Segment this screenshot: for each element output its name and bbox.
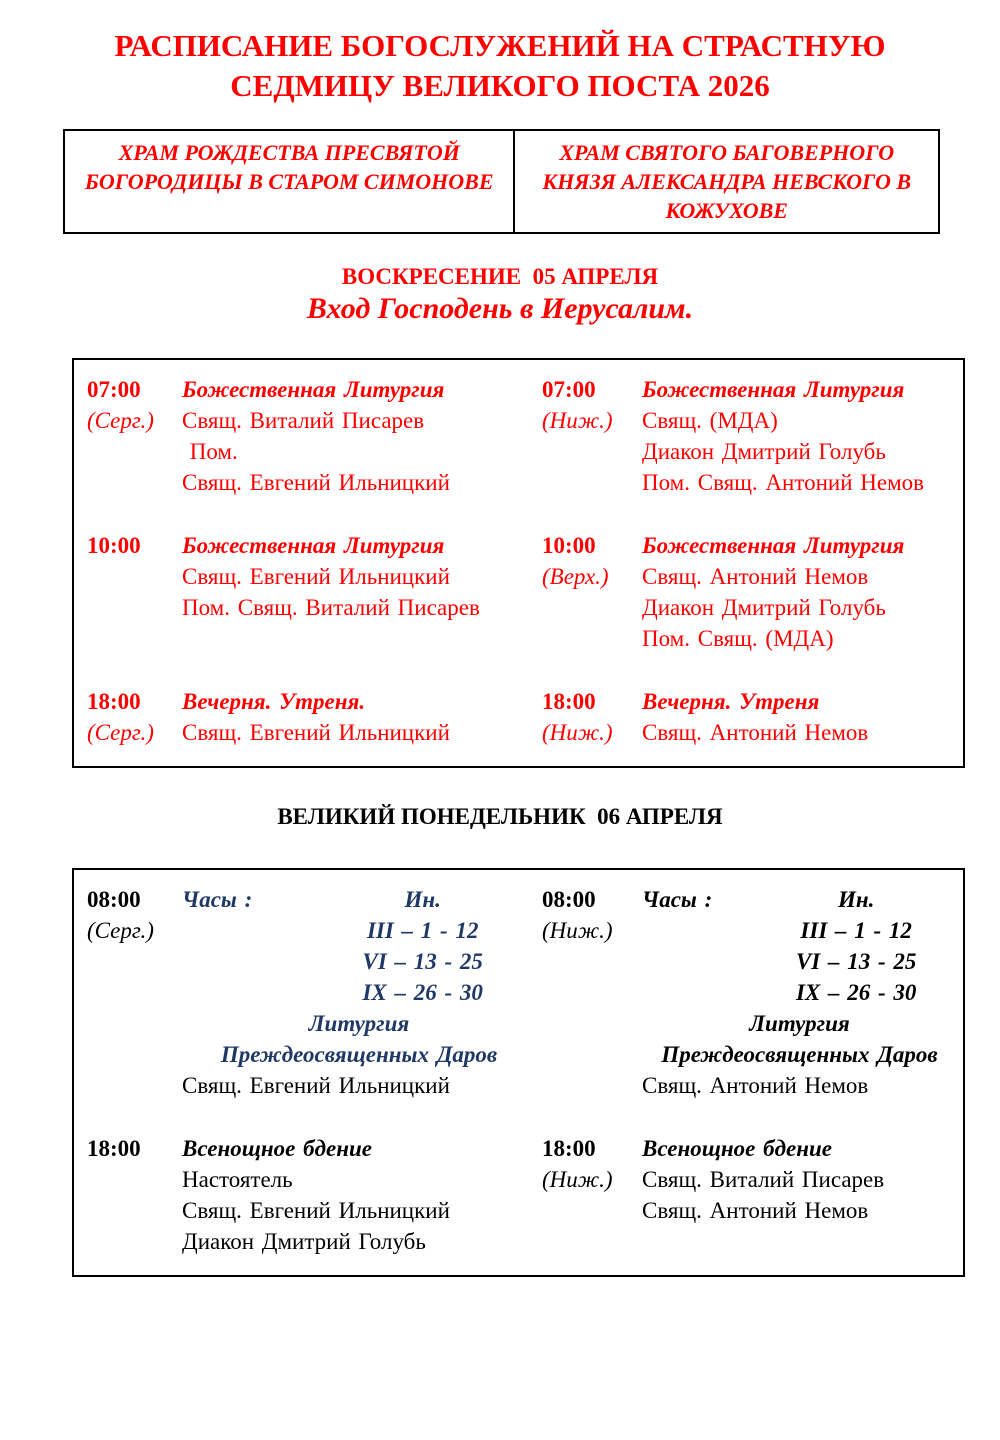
church-left-name: ХРАМ РОЖДЕСТВА ПРЕСВЯТОЙ БОГОРОДИЦЫ В СТАРОМ СИМОНОВЕ xyxy=(65,131,515,232)
service-line: VI – 13 - 25 xyxy=(362,948,483,974)
service-details xyxy=(642,374,963,498)
service-lines xyxy=(642,561,957,654)
service-title: Вечерня. Утреня xyxy=(642,688,820,714)
service-time: 10:00 xyxy=(87,532,141,558)
service-line: III – 1 - 12 xyxy=(800,917,912,943)
service-line: Преждеосвященных Даров xyxy=(661,1041,938,1067)
service-time: 07:00 xyxy=(87,376,141,402)
service-time: 18:00 xyxy=(542,1135,596,1161)
service-line: Свящ. Евгений Ильницкий xyxy=(182,719,450,745)
service-line: Свящ. Антоний Немов xyxy=(642,1072,869,1098)
service-details xyxy=(642,884,963,1101)
schedule-row-1800 xyxy=(87,686,963,748)
service-location: (Ниж.) xyxy=(542,1166,613,1192)
service-lines xyxy=(182,405,536,498)
service-location: (Ниж.) xyxy=(542,917,613,943)
schedule-row-1800-monday xyxy=(87,1133,963,1257)
service-line: Ин. xyxy=(837,886,875,912)
service-title: Всенощное бдение xyxy=(182,1135,372,1161)
service-details xyxy=(642,1133,963,1257)
service-line: Свящ. Евгений Ильницкий xyxy=(182,563,450,589)
service-details xyxy=(182,884,542,1101)
church-right-name: ХРАМ СВЯТОГО БАГОВЕРНОГО КНЯЗЯ АЛЕКСАНДРА НЕВСКОГО В КОЖУХОВЕ xyxy=(542,139,912,223)
service-time: 08:00 xyxy=(542,886,596,912)
service-lines xyxy=(642,1164,957,1226)
service-location: (Ниж.) xyxy=(542,719,613,745)
service-details xyxy=(642,686,963,748)
service-line: Диакон Дмитрий Голубь xyxy=(182,1228,426,1254)
service-time: 08:00 xyxy=(87,886,141,912)
service-lines xyxy=(182,561,536,623)
service-location: (Серг.) xyxy=(87,407,154,433)
service-line: Свящ. Евгений Ильницкий xyxy=(182,469,450,495)
time-cell xyxy=(87,1133,182,1257)
time-cell xyxy=(542,530,642,654)
time-cell xyxy=(87,374,182,498)
service-lines xyxy=(182,1164,536,1257)
service-line: Преждеосвященных Даров xyxy=(220,1041,498,1067)
schedule-row-1000 xyxy=(87,530,963,654)
service-line: VI – 13 - 25 xyxy=(795,948,917,974)
sunday-subheading: Вход Господень в Иерусалим. xyxy=(306,291,694,325)
service-line: Свящ. Виталий Писарев xyxy=(182,407,425,433)
time-cell xyxy=(542,884,642,1101)
schedule-document xyxy=(0,26,1000,1277)
schedule-row-0700 xyxy=(87,374,963,498)
service-details xyxy=(182,374,542,498)
service-details xyxy=(182,686,542,748)
service-details xyxy=(182,1133,542,1257)
service-title: Божественная Литургия xyxy=(642,376,905,402)
service-time: 18:00 xyxy=(542,688,596,714)
sunday-schedule-table xyxy=(72,358,965,768)
service-line: Литургия xyxy=(308,1010,410,1036)
service-location: (Серг.) xyxy=(87,917,154,943)
page-title xyxy=(50,26,950,107)
service-location: (Ниж.) xyxy=(542,407,613,433)
service-line: Пом. Свящ. (МДА) xyxy=(642,625,834,651)
liturgy-title xyxy=(642,1008,957,1070)
service-lines xyxy=(182,717,536,748)
service-location: (Серг.) xyxy=(87,719,154,745)
service-line: Ин. xyxy=(404,886,441,912)
service-title: Божественная Литургия xyxy=(182,376,445,402)
service-line: Диакон Дмитрий Голубь xyxy=(642,594,886,620)
monday-heading: ВЕЛИКИЙ ПОНЕДЕЛЬНИК 06 АПРЕЛЯ xyxy=(277,803,723,829)
service-title: Всенощное бдение xyxy=(642,1135,832,1161)
hours-label: Часы : xyxy=(642,886,713,912)
hours-readings xyxy=(317,884,529,1008)
service-lines xyxy=(642,717,957,748)
service-line: Свящ. Евгений Ильницкий xyxy=(182,1072,450,1098)
hours-label: Часы : xyxy=(182,886,253,912)
service-time: 18:00 xyxy=(87,1135,141,1161)
service-title: Божественная Литургия xyxy=(642,532,905,558)
service-lines xyxy=(642,405,957,498)
hours-readings xyxy=(762,884,951,1008)
service-title: Божественная Литургия xyxy=(182,532,445,558)
time-cell xyxy=(542,1133,642,1257)
service-line: Свящ. Виталий Писарев xyxy=(642,1166,885,1192)
service-title: Вечерня. Утреня. xyxy=(182,688,366,714)
service-details xyxy=(182,530,542,654)
service-line: Настоятель xyxy=(182,1166,293,1192)
service-line: III – 1 - 12 xyxy=(366,917,479,943)
service-details xyxy=(642,530,963,654)
page-title-line1: РАСПИСАНИЕ БОГОСЛУЖЕНИЙ НА СТРАСТНУЮ xyxy=(114,28,886,63)
time-cell xyxy=(542,374,642,498)
schedule-row-0800 xyxy=(87,884,963,1101)
time-cell xyxy=(542,686,642,748)
service-line: Диакон Дмитрий Голубь xyxy=(642,438,886,464)
service-line: Свящ. (МДА) xyxy=(642,407,778,433)
churches-table xyxy=(63,129,940,234)
service-line: IX – 26 - 30 xyxy=(362,979,483,1005)
monday-schedule-table xyxy=(72,868,965,1277)
time-cell xyxy=(87,686,182,748)
service-line: Пом. Свящ. Антоний Немов xyxy=(642,469,924,495)
service-line: Литургия xyxy=(749,1010,850,1036)
service-lines xyxy=(182,1070,536,1101)
service-line: Свящ. Антоний Немов xyxy=(642,563,869,589)
page-title-line2: СЕДМИЦУ ВЕЛИКОГО ПОСТА 2026 xyxy=(230,68,770,104)
service-line: IX – 26 - 30 xyxy=(795,979,917,1005)
service-line: Свящ. Евгений Ильницкий xyxy=(182,1197,450,1223)
service-time: 18:00 xyxy=(87,688,141,714)
service-line: Свящ. Антоний Немов xyxy=(642,719,869,745)
time-cell xyxy=(87,530,182,654)
service-line: Пом. Свящ. Виталий Писарев xyxy=(182,594,480,620)
service-time: 10:00 xyxy=(542,532,596,558)
time-cell xyxy=(87,884,182,1101)
sunday-heading: ВОСКРЕСЕНИЕ 05 АПРЕЛЯ xyxy=(341,263,659,289)
liturgy-title xyxy=(182,1008,536,1070)
service-location: (Верх.) xyxy=(542,563,609,589)
service-line: Пом. xyxy=(182,438,238,464)
service-time: 07:00 xyxy=(542,376,596,402)
service-line: Свящ. Антоний Немов xyxy=(642,1197,869,1223)
service-lines xyxy=(642,1070,957,1101)
